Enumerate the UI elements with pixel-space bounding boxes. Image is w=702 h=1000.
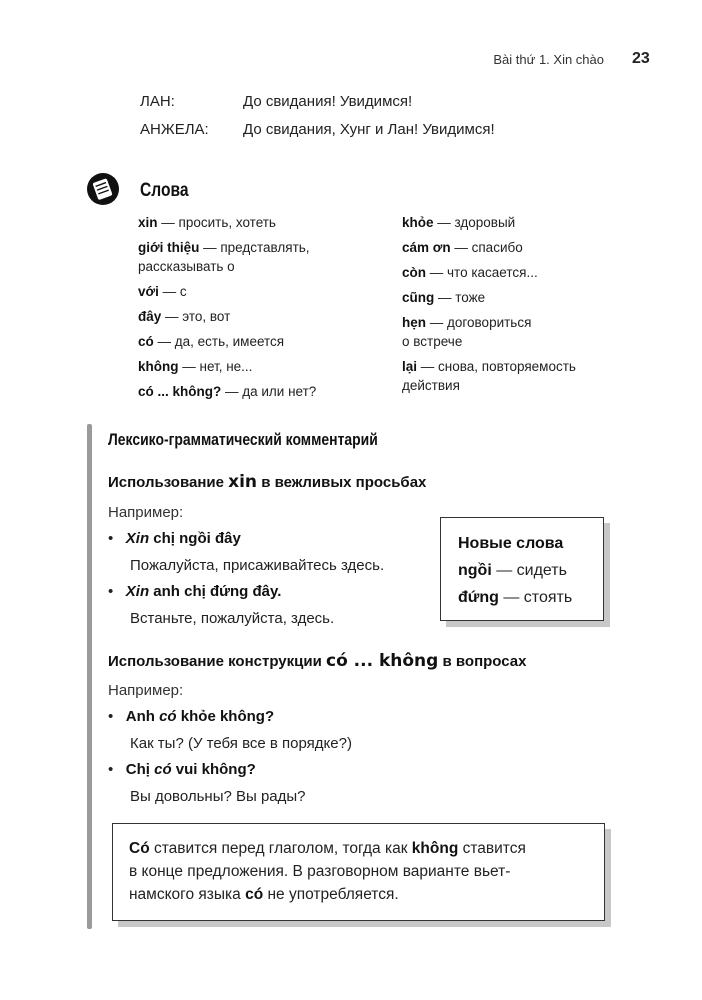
example-label: Например: [108, 504, 184, 521]
dialogue-line: До свидания! Увидимся! [243, 93, 413, 110]
page-number: 23 [632, 50, 650, 67]
running-title: Bài thứ 1. Xin chào [493, 52, 604, 67]
vocab-entry: hẹn — договориться о встрече [402, 315, 532, 349]
subheading-co-khong: Использование конструкции có ... không в вопросах [108, 651, 527, 671]
example-translation: Как ты? (У тебя все в порядке?) [130, 735, 352, 752]
commentary-title: Лексико-грамматический комментарий [108, 430, 378, 449]
note-box: Có ставится перед глаголом, тогда как không ставится в конце предложения. В разговорном варианте вьет- намского языка có не употребляется. [112, 823, 605, 921]
vocab-entry: xin — просить, хотеть [138, 215, 276, 230]
vocab-column-1 [138, 213, 316, 401]
vocab-entry: có — да, есть, имеется [138, 334, 285, 349]
example-item: • Chị có vui không? [108, 761, 256, 778]
dialogue-line: До свидания, Хунг и Лан! Увидимся! [243, 121, 495, 138]
vocab-entry: với — с [138, 284, 187, 299]
speaker: ЛАН: [140, 93, 175, 110]
vocab-entry: có ... không? — да или нет? [138, 384, 317, 399]
example-item: • Anh có khỏe không? [108, 708, 275, 725]
notepad-icon [86, 172, 120, 206]
example-item: • Xin chị ngồi đây [108, 530, 241, 547]
example-item: • Xin anh chị đứng đây. [108, 583, 282, 600]
example-translation: Встаньте, пожалуйста, здесь. [130, 610, 335, 627]
vocab-entry: cũng — тоже [402, 290, 486, 305]
vocab-column-2 [402, 213, 576, 395]
sidebar-rule [87, 424, 92, 929]
vocab-entry: cám ơn — спасибо [402, 240, 523, 255]
vocab-entry: đây — это, вот [138, 309, 231, 324]
example-translation: Пожалуйста, присаживайтесь здесь. [130, 557, 385, 574]
vocab-title: Слова [140, 180, 189, 201]
vocab-entry: không — нет, не... [138, 359, 253, 374]
speaker: АНЖЕЛА: [140, 121, 209, 138]
vocab-entry: khỏe — здоровый [402, 215, 516, 230]
vocab-entry: còn — что касается... [402, 265, 538, 280]
subheading-xin: Использование xin в вежливых просьбах [108, 472, 427, 492]
new-words-box: Новые слова ngồi — сидеть đứng — стоять [440, 517, 604, 621]
vocab-entry: lại — снова, повторяемость действия [402, 359, 576, 393]
example-translation: Вы довольны? Вы рады? [130, 788, 306, 805]
vocab-entry: giới thiệu — представлять, рассказывать о [138, 240, 310, 274]
example-label: Например: [108, 682, 184, 699]
